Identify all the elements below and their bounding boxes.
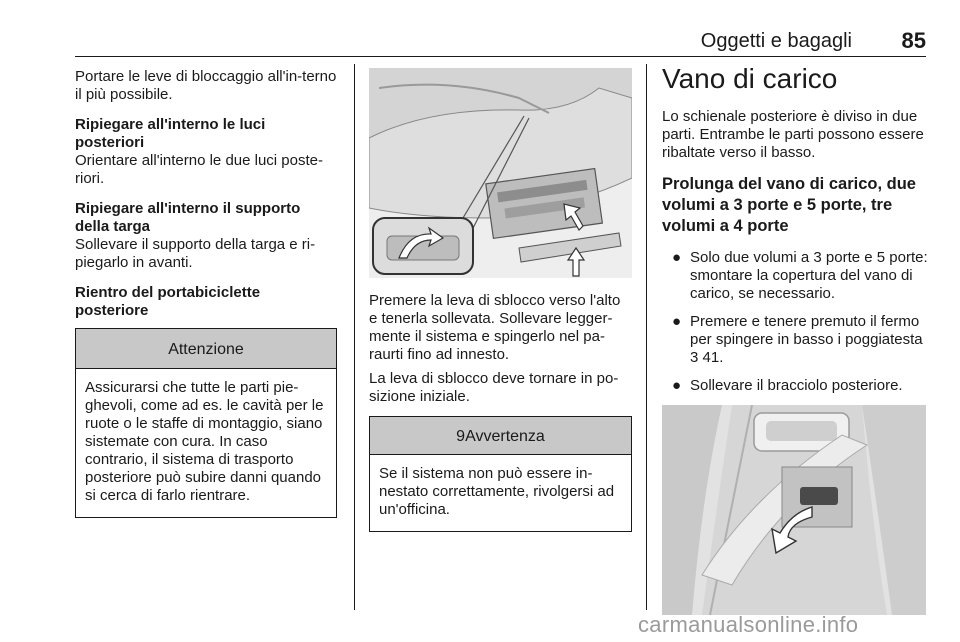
bullet-icon: ● [672, 313, 682, 330]
instruction-text: La leva di sblocco deve tornare in po-sizione iniziale. [369, 370, 619, 405]
bullet-list [662, 249, 930, 395]
instruction-text: Premere la leva di sblocco verso l'alto e tenerla sollevata. Sollevare legger-mente il sistema e spingerlo nel pa-raurti fino ad innesto. [369, 292, 621, 363]
column-middle [369, 68, 632, 532]
warning-text: Se il sistema non può essere in-nestato correttamente, rivolgersi ad un'officina. [379, 465, 615, 518]
warning-icon: 9 [456, 428, 466, 445]
page-ref: 41. [702, 349, 724, 366]
caution-text: Assicurarsi che tutte le parti pie-ghevoli, come ad es. le cavità per le ruote o le staffe di montaggio, siano sistemate con cura. In caso contrario, il sistema di trasporto posteriore può subire danni quando si cerca di farlo rientrare. [85, 379, 324, 504]
column-divider [646, 64, 647, 610]
section-title: Rientro del portabiciclette posteriore [75, 284, 261, 319]
header-title: Oggetti e bagagli [700, 30, 852, 52]
column-divider [354, 64, 355, 610]
bullet-icon: ● [672, 249, 682, 266]
list-item [662, 249, 930, 303]
intro-text: Portare le leve di bloccaggio all'in-terno il più possibile. [75, 68, 337, 103]
list-item [662, 377, 930, 395]
column-right [662, 64, 930, 615]
section-plate-holder [75, 200, 337, 272]
bike-carrier-figure [369, 68, 632, 278]
page-ref-icon: 3 [690, 349, 699, 366]
section-title: Ripiegare all'interno le luci posteriori [75, 116, 266, 151]
header-rule [75, 56, 926, 57]
section-taillights [75, 116, 337, 188]
armrest-figure [662, 405, 926, 615]
section-text: Orientare all'interno le due luci poste-riori. [75, 152, 323, 187]
watermark: carmanualsonline.info [638, 612, 859, 637]
section-heading: Vano di carico [662, 63, 838, 94]
section-title: Ripiegare all'interno il supporto della targa [75, 200, 301, 235]
list-item-text: Solo due volumi a 3 porte e 5 porte: smontare la copertura del vano di carico, se necessario. [690, 249, 928, 302]
column-left [75, 68, 337, 518]
subsection-heading: Prolunga del vano di carico, due volumi a 3 porte e 5 porte, tre volumi a 4 porte [662, 175, 916, 235]
caution-title: Attenzione [76, 329, 336, 369]
list-item [662, 313, 930, 367]
warning-box [369, 416, 632, 532]
list-item-text: Sollevare il bracciolo posteriore. [690, 377, 903, 394]
caution-box [75, 328, 337, 518]
section-text: Sollevare il supporto della targa e ri-piegarlo in avanti. [75, 236, 316, 271]
bullet-icon: ● [672, 377, 682, 394]
warning-title: Avvertenza [465, 428, 545, 445]
intro-text: Lo schienale posteriore è diviso in due parti. Entrambe le parti possono essere ribaltate verso il basso. [662, 108, 924, 161]
warning-header [370, 417, 631, 455]
page-number: 85 [901, 28, 926, 53]
list-item-text: Premere e tenere premuto il fermo per spingere in basso i poggiatesta [690, 313, 923, 348]
